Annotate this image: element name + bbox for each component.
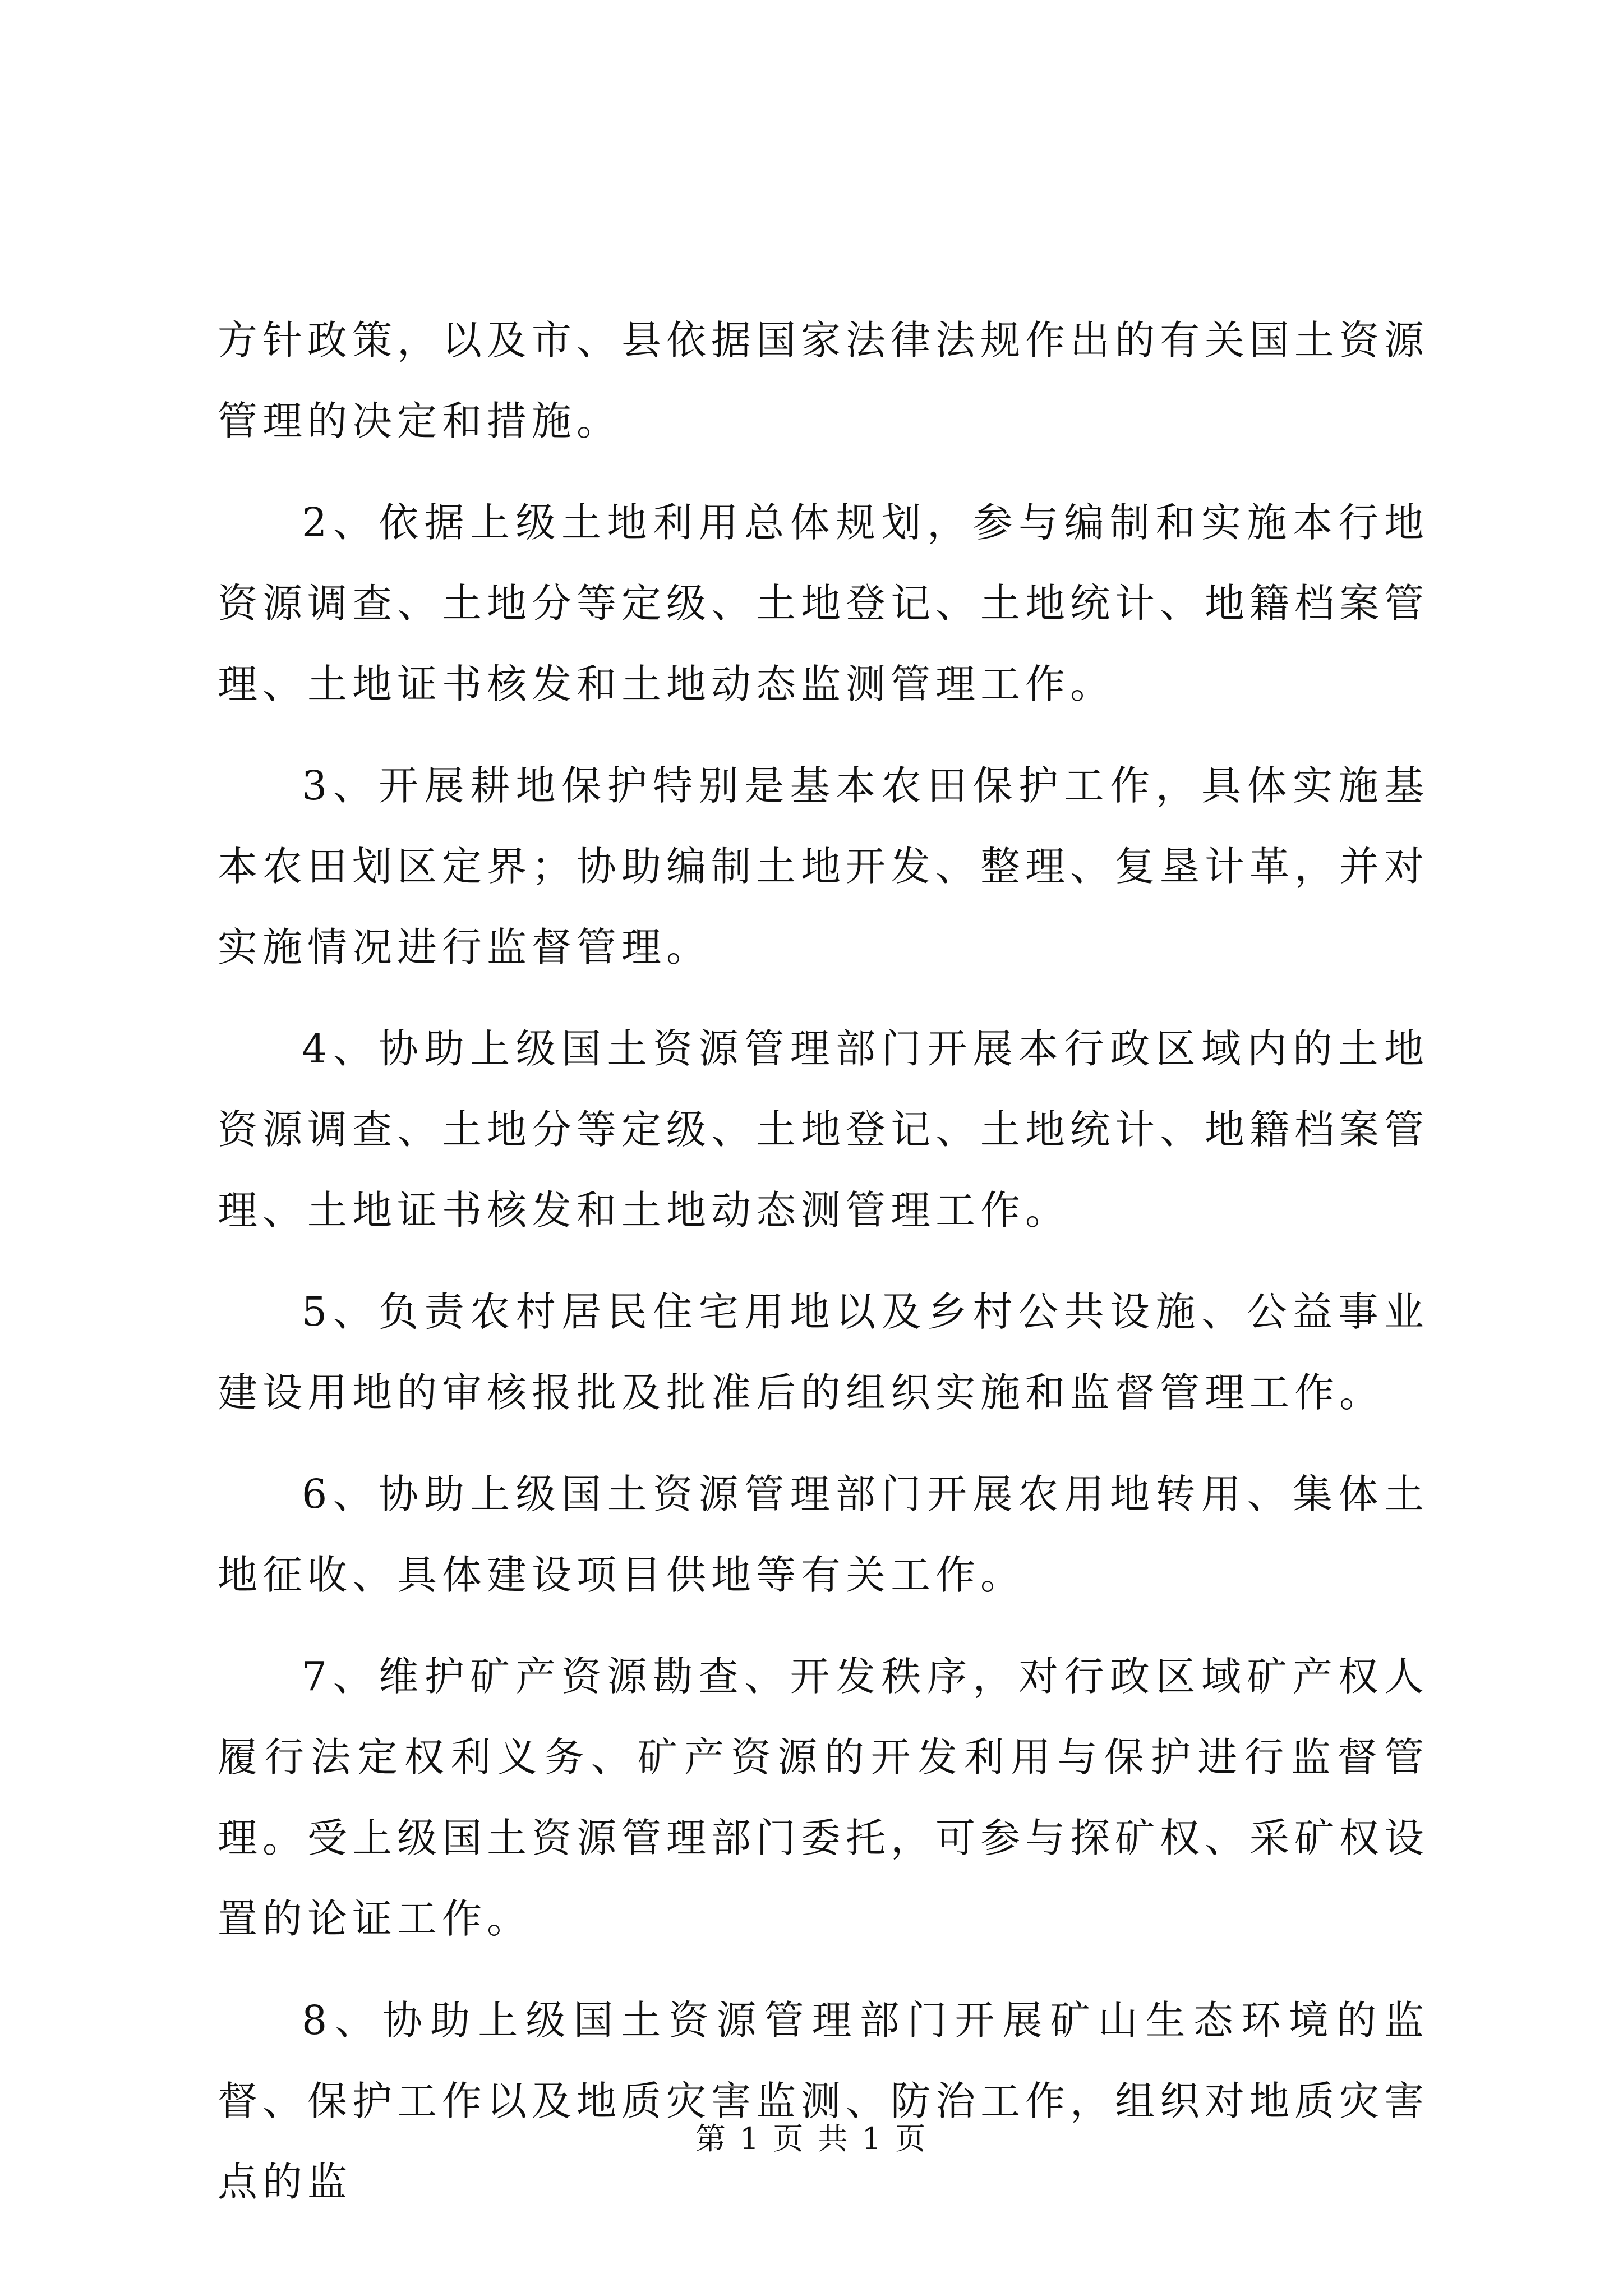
paragraph-item-8: 8、协助上级国土资源管理部门开展矿山生态环境的监督、保护工作以及地质灾害监测、防治工作，组织对地质灾害点的监	[218, 1997, 1430, 2205]
paragraph-item-2: 2、依据上级土地利用总体规划，参与编制和实施本行地资源调查、土地分等定级、土地登记、土地统计、地籍档案管理、土地证书核发和土地动态监测管理工作。	[218, 499, 1430, 707]
paragraph-continuation: 方针政策，以及市、县依据国家法律法规作出的有关国土资源管理的决定和措施。	[218, 317, 1430, 444]
paragraph-item-4: 4、协助上级国土资源管理部门开展本行政区域内的土地资源调查、土地分等定级、土地登记、土地统计、地籍档案管理、土地证书核发和土地动态测管理工作。	[218, 1025, 1430, 1234]
paragraph-item-3: 3、开展耕地保护特别是基本农田保护工作，具体实施基本农田划区定界；协助编制土地开发、整理、复垦计革，并对实施情况进行监督管理。	[218, 762, 1430, 970]
paragraph-item-6: 6、协助上级国土资源管理部门开展农用地转用、集体土地征收、具体建设项目供地等有关工作。	[218, 1471, 1429, 1598]
paragraph-item-7: 7、维护矿产资源勘查、开发秩序，对行政区域矿产权人履行法定权利义务、矿产资源的开发利用与保护进行监督管理。受上级国土资源管理部门委托，可参与探矿权、采矿权设置的论证工作。	[218, 1653, 1430, 1942]
page-footer: 第 1 页 共 1 页	[695, 2121, 928, 2156]
paragraph-item-5: 5、负责农村居民住宅用地以及乡村公共设施、公益事业建设用地的审核报批及批准后的组织实施和监督管理工作。	[218, 1289, 1429, 1416]
document-body	[218, 300, 1429, 2243]
